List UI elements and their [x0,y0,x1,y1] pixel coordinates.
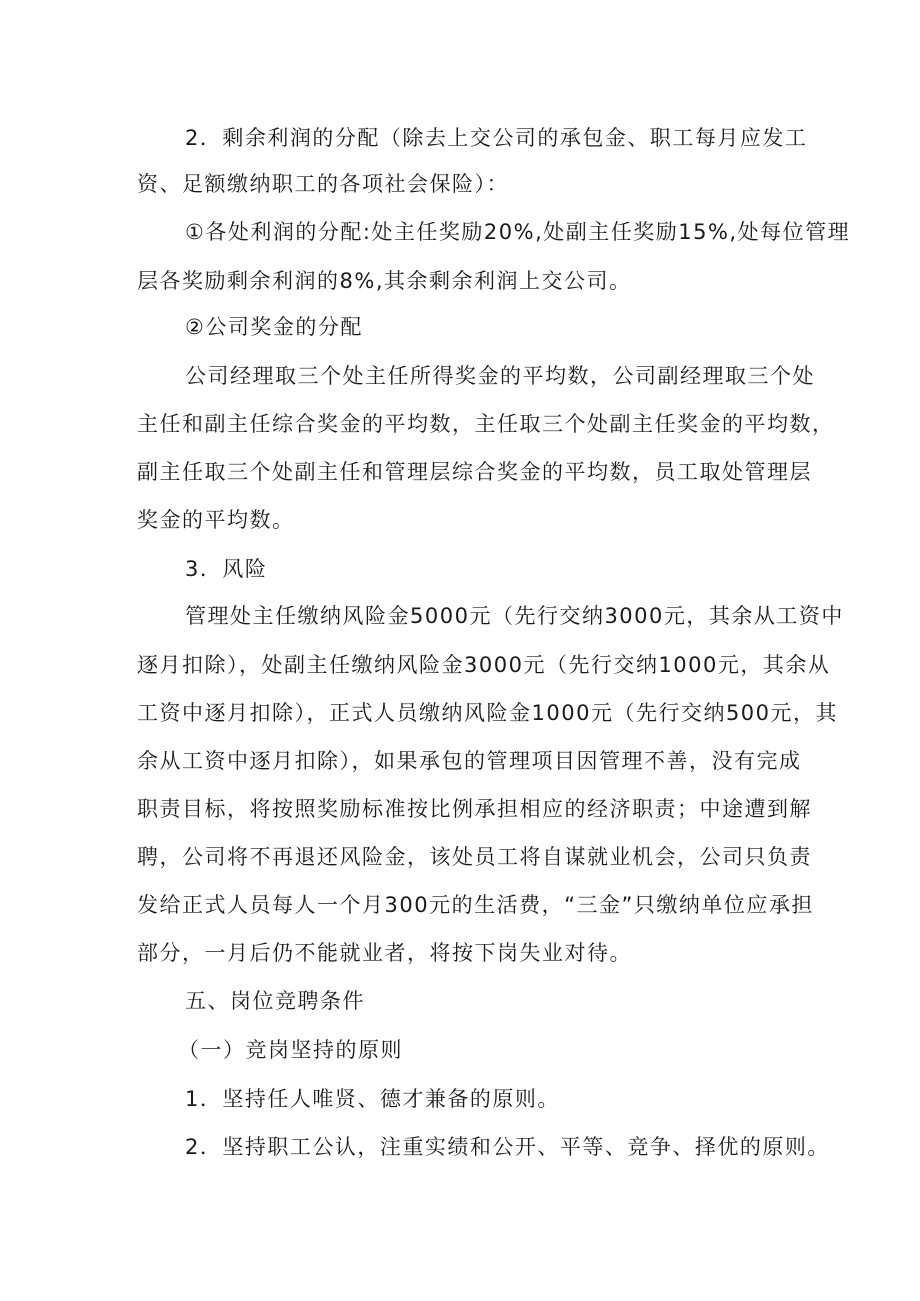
paragraph-line: 奖金的平均数。 [137,508,295,532]
subsection-heading: （一）竞岗坚持的原则 [178,1038,403,1062]
paragraph-line: 资、足额缴纳职工的各项社会保险）： [137,172,509,196]
paragraph-line: 层各奖励剩余利润的8%,其余剩余利润上交公司。 [137,269,632,293]
paragraph-line: ②公司奖金的分配 [185,315,363,339]
paragraph-line: 职责目标，将按照奖励标准按比例承担相应的经济职责；中途遭到解 [137,797,812,821]
paragraph-line: 管理处主任缴纳风险金5000元（先行交纳3000元，其余从工资中 [185,604,844,628]
paragraph-line: 发给正式人员每人一个月300元的生活费，“三金”只缴纳单位应承担 [137,893,814,917]
paragraph-line: 1．坚持任人唯贤、德才兼备的原则。 [185,1087,560,1111]
section-heading: 五、岗位竞聘条件 [185,989,365,1013]
paragraph-line: 主任和副主任综合奖金的平均数，主任取三个处副主任奖金的平均数， [137,412,835,436]
paragraph-line: 公司经理取三个处主任所得奖金的平均数，公司副经理取三个处 [185,364,815,388]
paragraph-line: ①各处利润的分配:处主任奖励20%,处副主任奖励15%,处每位管理 [185,220,851,244]
paragraph-line: 2．坚持职工公认，注重实绩和公开、平等、竞争、择优的原则。 [185,1135,830,1159]
paragraph-line: 副主任取三个处副主任和管理层综合奖金的平均数，员工取处管理层 [137,460,812,484]
paragraph-line: 部分，一月后仍不能就业者，将按下岗失业对待。 [137,941,632,965]
paragraph-line: 聘，公司将不再退还风险金，该处员工将自谋就业机会，公司只负责 [137,845,812,869]
paragraph-line: 逐月扣除），处副主任缴纳风险金3000元（先行交纳1000元，其余从 [137,653,831,677]
section-heading: 3．风险 [185,557,268,581]
paragraph-line: 2．剩余利润的分配（除去上交公司的承包金、职工每月应发工 [185,126,808,150]
paragraph-line: 工资中逐月扣除），正式人员缴纳风险金1000元（先行交纳500元，其 [137,701,839,725]
paragraph-line: 余从工资中逐月扣除），如果承包的管理项目因管理不善，没有完成 [137,749,802,773]
